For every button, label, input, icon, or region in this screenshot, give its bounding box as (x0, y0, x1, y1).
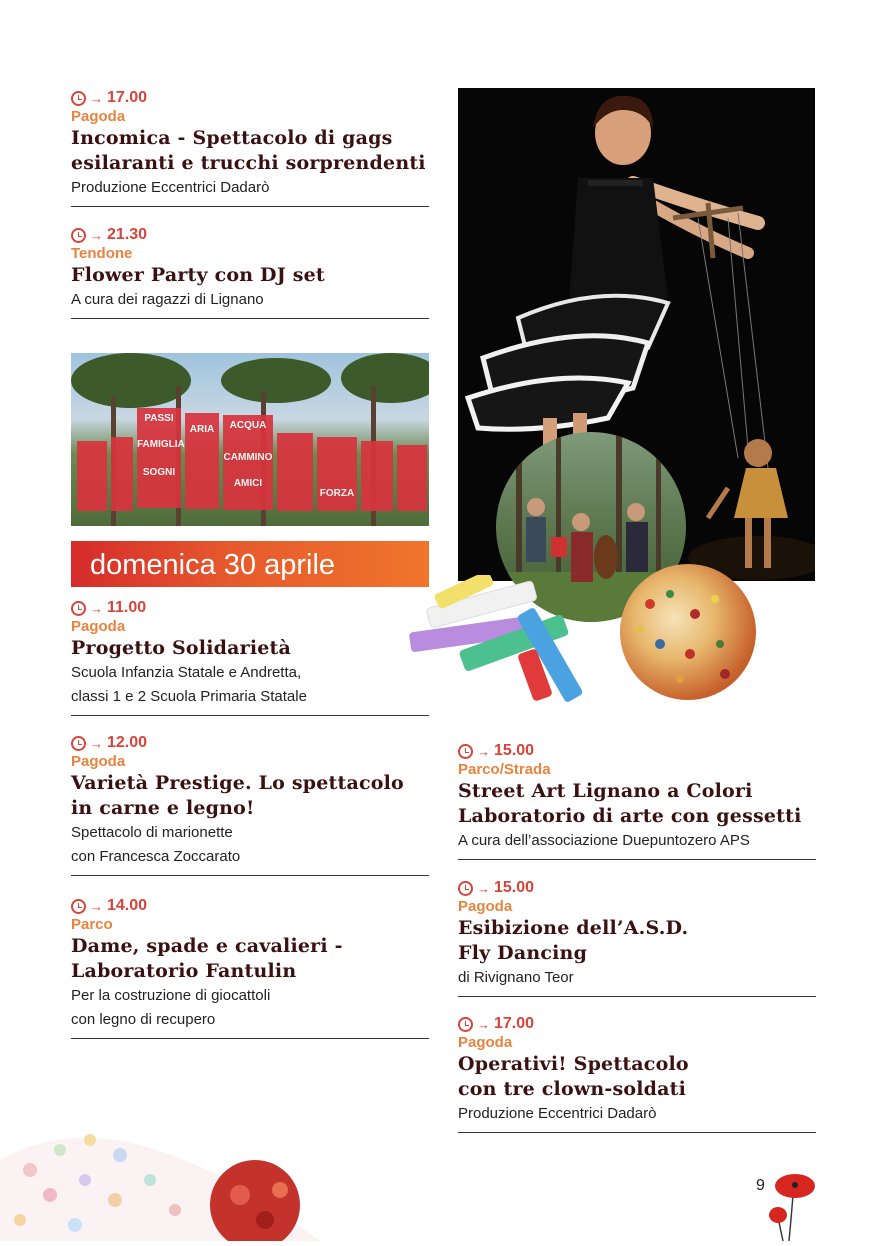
event-time: 21.30 (107, 226, 148, 243)
event-description: con Francesca Zoccarato (71, 848, 241, 865)
event-place: Tendone (71, 245, 133, 262)
event-title: Esibizione dell’A.S.D. Fly Dancing (458, 917, 689, 964)
event-place: Pagoda (71, 108, 126, 125)
sign-word: ACQUA (229, 420, 267, 431)
event-place: Pagoda (458, 1034, 513, 1051)
event-title: Incomica - Spettacolo di gags esilaranti e trucchi sorprendenti (71, 127, 426, 174)
arrow-right-icon: → (90, 90, 103, 106)
event-item (71, 896, 429, 1039)
dots-pattern (620, 564, 756, 700)
event-description: Produzione Eccentrici Dadarò (71, 179, 270, 196)
insieme-sign-photo (71, 353, 429, 526)
sign-word: CAMMINO (223, 452, 273, 463)
sign-word: AMICI (233, 478, 263, 489)
day-banner-label: domenica 30 aprile (90, 549, 336, 581)
event-item (458, 1014, 816, 1133)
event-time: 17.00 (494, 1015, 535, 1032)
event-description: Per la costruzione di giocattoli (71, 987, 271, 1004)
event-item (458, 878, 816, 997)
event-time: 14.00 (107, 897, 148, 914)
arrow-right-icon: → (90, 227, 103, 243)
event-time: 12.00 (107, 734, 148, 751)
event-place: Parco (71, 916, 113, 933)
page-number: 9 (756, 1177, 765, 1194)
event-title: Flower Party con DJ set (71, 264, 325, 286)
confetti-dots (0, 1100, 330, 1241)
event-title: Street Art Lignano a Colori Laboratorio di arte con gessetti (458, 780, 802, 827)
event-place: Pagoda (458, 898, 513, 915)
event-description: classi 1 e 2 Scuola Primaria Statale (71, 688, 307, 705)
sign-word: ARIA (189, 424, 215, 435)
event-time: 15.00 (494, 879, 535, 896)
clock-icon (458, 1017, 473, 1032)
sign-word: SOGNI (142, 467, 176, 478)
event-description: con legno di recupero (71, 1011, 216, 1028)
event-time: 15.00 (494, 742, 535, 759)
event-item (458, 741, 816, 860)
event-item (71, 598, 429, 716)
event-description: Produzione Eccentrici Dadarò (458, 1105, 657, 1122)
sign-word: FORZA (319, 488, 355, 499)
arrow-right-icon: → (90, 600, 103, 616)
event-description: A cura dell’associazione Duepuntozero APS (458, 832, 750, 849)
clock-icon (71, 601, 86, 616)
poppy-illustration (765, 1170, 820, 1241)
arrow-right-icon: → (477, 743, 490, 759)
event-place: Pagoda (71, 618, 126, 635)
clock-icon (458, 744, 473, 759)
event-item (71, 733, 429, 876)
event-place: Pagoda (71, 753, 126, 770)
arrow-right-icon: → (477, 880, 490, 896)
event-place: Parco/Strada (458, 761, 551, 778)
poppy-icon (765, 1170, 820, 1241)
event-item (71, 88, 429, 207)
event-description: A cura dei ragazzi di Lignano (71, 291, 264, 308)
dotted-painting-photo (620, 564, 756, 700)
sign-word: PASSI (144, 413, 174, 424)
event-title: Progetto Solidarietà (71, 637, 292, 659)
confetti-decoration (0, 1100, 330, 1241)
event-title: Varietà Prestige. Lo spettacolo in carne e legno! (71, 772, 404, 819)
clock-icon (71, 899, 86, 914)
clock-icon (458, 881, 473, 896)
event-title: Operativi! Spettacolo con tre clown-soldati (458, 1053, 689, 1100)
clock-icon (71, 91, 86, 106)
clock-icon (71, 228, 86, 243)
day-banner (71, 541, 429, 587)
clock-icon (71, 736, 86, 751)
arrow-right-icon: → (477, 1016, 490, 1032)
event-title: Dame, spade e cavalieri - Laboratorio Fantulin (71, 935, 343, 982)
chalk-sticks-photo (400, 575, 610, 715)
event-description: di Rivignano Teor (458, 969, 574, 986)
event-time: 17.00 (107, 89, 148, 106)
event-description: Spettacolo di marionette (71, 824, 233, 841)
sign-word: FAMIGLIA (137, 439, 185, 450)
arrow-right-icon: → (90, 735, 103, 751)
event-item (71, 225, 429, 319)
event-description: Scuola Infanzia Statale e Andretta, (71, 664, 302, 681)
chalk-illustration (400, 575, 610, 715)
arrow-right-icon: → (90, 898, 103, 914)
event-time: 11.00 (107, 599, 147, 616)
